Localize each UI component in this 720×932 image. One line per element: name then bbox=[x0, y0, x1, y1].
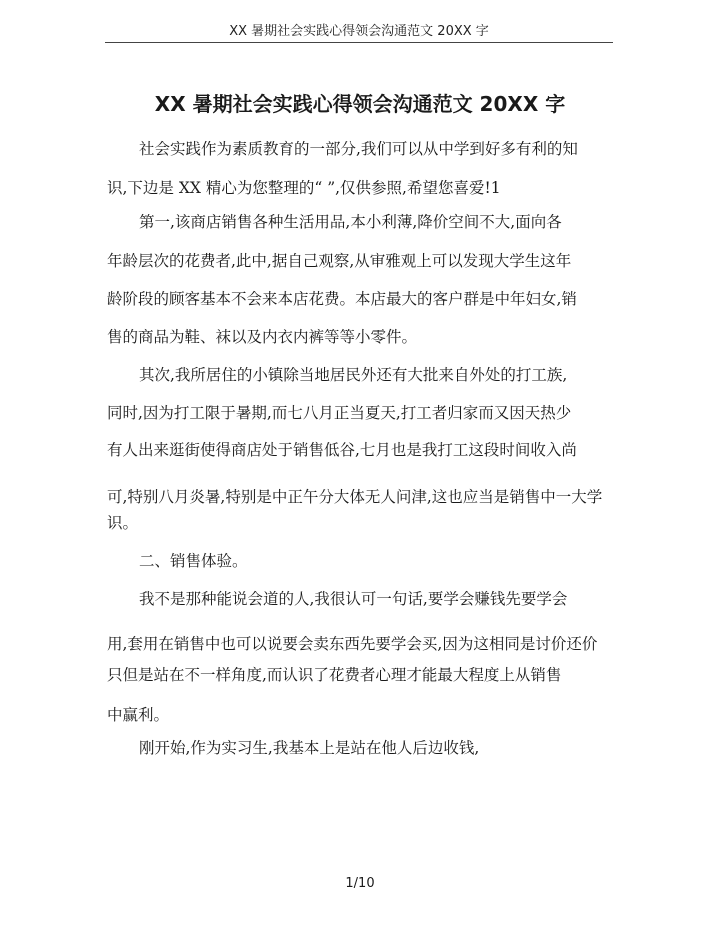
body-line: 识,下边是 XX 精心为您整理的“ ”,仅供参照,希望您喜爱!1 bbox=[107, 179, 501, 197]
body-line: 可,特别八月炎暑,特别是中正午分大体无人问津,这也应当是销售中一大学 bbox=[107, 488, 603, 506]
body-line: 第一,该商店销售各种生活用品,本小利薄,降价空间不大,面向各 bbox=[139, 213, 562, 231]
body-line: 只但是站在不一样角度,而认识了花费者心理才能最大程度上从销售 bbox=[107, 666, 562, 684]
page-number: 1/10 bbox=[345, 876, 375, 891]
header-divider bbox=[105, 42, 613, 43]
body-line: 售的商品为鞋、袜以及内衣内裤等等小零件。 bbox=[107, 328, 418, 346]
body-line: 用,套用在销售中也可以说要会卖东西先要学会买,因为这相同是讨价还价 bbox=[107, 635, 598, 653]
body-line: 同时,因为打工限于暑期,而七八月正当夏天,打工者归家而又因天热少 bbox=[107, 404, 572, 422]
body-line: 龄阶段的顾客基本不会来本店花费。本店最大的客户群是中年妇女,销 bbox=[107, 290, 577, 308]
body-line: 中赢利。 bbox=[107, 706, 170, 724]
body-line: 识。 bbox=[107, 514, 139, 532]
body-line: 社会实践作为素质教育的一部分,我们可以从中学到好多有利的知 bbox=[139, 140, 578, 158]
body-line: 有人出来逛街使得商店处于销售低谷,七月也是我打工这段时间收入尚 bbox=[107, 441, 577, 459]
document-title: XX 暑期社会实践心得领会沟通范文 20XX 字 bbox=[154, 92, 566, 116]
body-line: 年龄层次的花费者,此中,据自己观察,从审雅观上可以发现大学生这年 bbox=[107, 252, 572, 270]
running-header: XX 暑期社会实践心得领会沟通范文 20XX 字 bbox=[229, 24, 489, 39]
section-heading: 二、销售体验。 bbox=[139, 552, 248, 570]
body-line: 我不是那种能说会道的人,我很认可一句话,要学会赚钱先要学会 bbox=[139, 590, 568, 608]
body-line: 其次,我所居住的小镇除当地居民外还有大批来自外处的打工族, bbox=[139, 366, 568, 384]
body-line: 刚开始,作为实习生,我基本上是站在他人后边收钱, bbox=[139, 739, 480, 757]
